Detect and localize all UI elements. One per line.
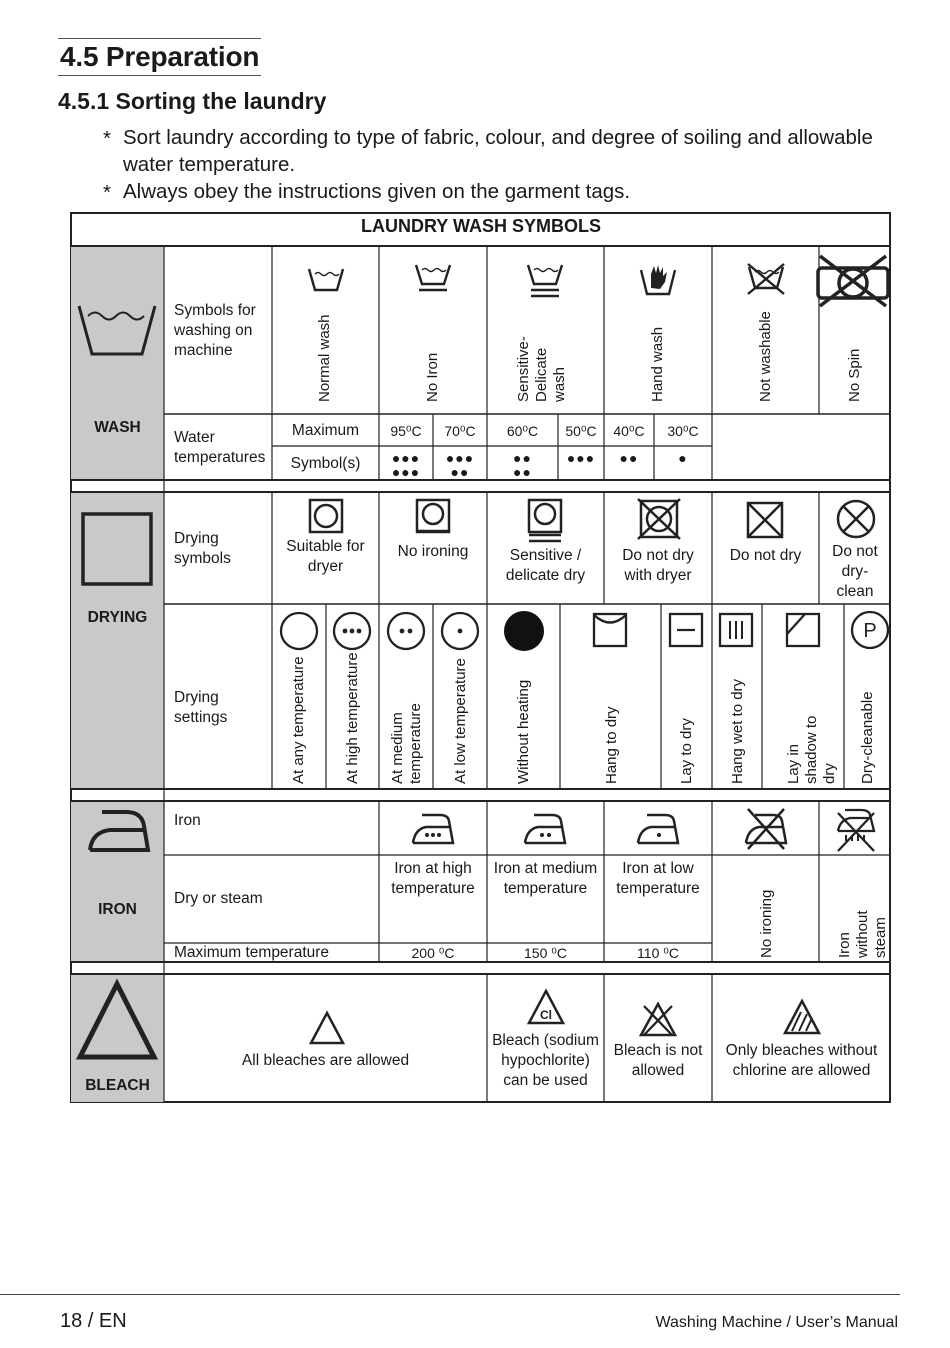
dots-30: ●: [678, 450, 688, 466]
all-bleaches-icon: [308, 1010, 346, 1046]
wash-section-label: WASH: [94, 419, 141, 436]
drying-symbol-delicate: Sensitive / delicate dry: [505, 547, 586, 584]
bleach-not-allowed-icon: [638, 1000, 678, 1038]
dots-60: ●● ●●: [513, 450, 532, 480]
drying-symbol-no-tumble: Do not dry with dryer: [622, 547, 694, 584]
wash-tub-icon: [76, 298, 158, 360]
iron-low-icon: [635, 812, 681, 846]
bullet-1-line-1: Sort laundry according to type of fabric, colour, and degree of soiling and allowable: [123, 126, 873, 149]
normal-wash-icon: [306, 266, 346, 294]
non-chlorine-bleach-label: Only bleaches without chlorine are allowed: [725, 1042, 878, 1079]
delicate-dry-icon: [526, 497, 564, 543]
iron-max-110: 110 ⁰C: [637, 945, 679, 961]
high-temperature-icon: [332, 611, 372, 651]
drying-symbol-do-not-dry: Do not dry: [729, 547, 802, 564]
no-ironing-icon: [742, 805, 790, 851]
bullet-1-line-2: water temperature.: [123, 153, 296, 176]
do-not-dry-clean-icon: [835, 498, 877, 540]
setting-without-heating: Without heating: [515, 679, 532, 784]
sodium-bleach-label: Bleach (sodium hypochlorite) can be used: [492, 1032, 599, 1089]
p-glyph: P: [863, 620, 877, 642]
bleach-triangle-icon: [76, 978, 158, 1062]
all-bleaches-label: All bleaches are allowed: [241, 1052, 410, 1069]
setting-any-temperature: At any temperature: [290, 656, 307, 784]
maximum-label: Maximum: [291, 422, 360, 439]
setting-high-temperature: At high temperature: [344, 652, 361, 784]
dry-cleanable-icon: [850, 610, 890, 650]
wash-symbol-not-washable: Not washable: [757, 311, 774, 402]
section-heading: 4.5 Preparation: [58, 38, 261, 76]
iron-without-steam-label: Iron without steam: [836, 910, 889, 958]
bleach-section-label: BLEACH: [85, 1077, 150, 1094]
setting-dry-cleanable: Dry-cleanable: [859, 691, 876, 784]
subsection-heading: 4.5.1 Sorting the laundry: [58, 88, 327, 114]
temp-95: 95⁰C: [390, 423, 422, 439]
iron-max-150: 150 ⁰C: [524, 945, 567, 961]
wash-symbol-hand-wash: Hand wash: [649, 326, 666, 402]
iron-medium-icon: [522, 812, 568, 846]
iron-max-200: 200 ⁰C: [411, 945, 455, 961]
drying-symbol-suitable: Suitable for dryer: [286, 538, 365, 575]
maximum-temperature-label: Maximum temperature: [174, 944, 330, 961]
dots-50: ●●●: [566, 450, 596, 466]
dots-70: ●●● ●●: [445, 450, 475, 480]
no-ironing-dry-icon: [414, 497, 452, 535]
wash-symbol-normal-wash: Normal wash: [316, 314, 333, 402]
delicate-wash-icon: [525, 262, 565, 300]
drying-square-icon: [80, 511, 156, 587]
water-temperatures-label: Water temperatures: [174, 429, 266, 466]
any-temperature-icon: [279, 611, 319, 651]
no-spin-icon: [814, 254, 892, 308]
not-washable-icon: [744, 262, 788, 296]
dots-40: ●●: [619, 450, 639, 466]
bullet-2-line-1: Always obey the instructions given on the garment tags.: [123, 180, 631, 203]
no-iron-wash-icon: [413, 262, 453, 294]
setting-medium-temperature: At medium temperature: [389, 703, 424, 784]
temp-60: 60⁰C: [506, 423, 539, 439]
drying-symbol-no-dry-clean: Do not dry-clean: [832, 543, 878, 600]
iron-high-icon: [410, 812, 456, 846]
non-chlorine-bleach-icon: [782, 998, 822, 1036]
temp-40: 40⁰C: [613, 423, 645, 439]
page-number: 18 / EN: [60, 1310, 127, 1332]
cl-glyph: Cl: [540, 1008, 552, 1022]
wash-symbols-label: Symbols for washing on machine: [174, 302, 256, 359]
iron-without-steam-icon: [830, 805, 882, 855]
table-title: LAUNDRY WASH SYMBOLS: [360, 216, 601, 236]
manual-title: Washing Machine / User’s Manual: [655, 1314, 898, 1331]
temp-30: 30⁰C: [667, 423, 699, 439]
dry-or-steam-label: Dry or steam: [174, 890, 263, 907]
bleach-not-allowed-label: Bleach is not allowed: [613, 1042, 703, 1079]
low-temperature-icon: [440, 611, 480, 651]
setting-hang-wet-to-dry: Hang wet to dry: [729, 678, 746, 784]
setting-lay-to-dry: Lay to dry: [678, 718, 695, 784]
symbols-row-label: Symbol(s): [290, 455, 361, 472]
do-not-tumble-dry-icon: [636, 497, 682, 541]
drying-settings-label: Drying settings: [174, 689, 228, 726]
iron-section-label: IRON: [98, 901, 137, 918]
hang-to-dry-icon: [592, 612, 628, 648]
drying-section-label: DRYING: [87, 609, 148, 626]
iron-medium-label: Iron at medium temperature: [493, 860, 598, 897]
iron-section-icon: [84, 806, 154, 854]
setting-lay-in-shadow: Lay in shadow to dry: [785, 715, 838, 784]
setting-hang-to-dry: Hang to dry: [603, 706, 620, 784]
lay-to-dry-icon: [668, 612, 704, 648]
setting-low-temperature: At low temperature: [452, 658, 469, 784]
dry-in-shade-icon: [785, 612, 821, 648]
drying-symbols-label: Drying symbols: [174, 530, 231, 567]
bullet-marker: *: [103, 127, 111, 150]
without-heating-icon: [502, 609, 546, 653]
iron-low-label: Iron at low temperature: [616, 860, 700, 897]
iron-label: Iron: [174, 812, 201, 829]
wash-symbol-delicate: Sensitive- Delicate wash: [515, 336, 568, 402]
wash-symbol-no-spin: No Spin: [846, 348, 863, 402]
hang-wet-to-dry-icon: [718, 612, 754, 648]
wash-symbol-no-iron: No Iron: [424, 352, 441, 402]
drying-symbol-no-ironing: No ironing: [397, 543, 469, 560]
iron-high-label: Iron at high temperature: [391, 860, 475, 897]
do-not-dry-icon: [745, 500, 785, 540]
bullet-marker: *: [103, 181, 111, 204]
footer-divider: [0, 1294, 900, 1295]
temp-50: 50⁰C: [565, 423, 597, 439]
chlorine-bleach-icon: [526, 988, 566, 1026]
temp-70: 70⁰C: [444, 423, 476, 439]
no-ironing-label: No ironing: [758, 889, 775, 958]
dots-95: ●●● ●●●: [391, 450, 421, 480]
hand-wash-icon: [638, 262, 678, 300]
suitable-for-dryer-icon: [307, 497, 345, 535]
medium-temperature-icon: [386, 611, 426, 651]
